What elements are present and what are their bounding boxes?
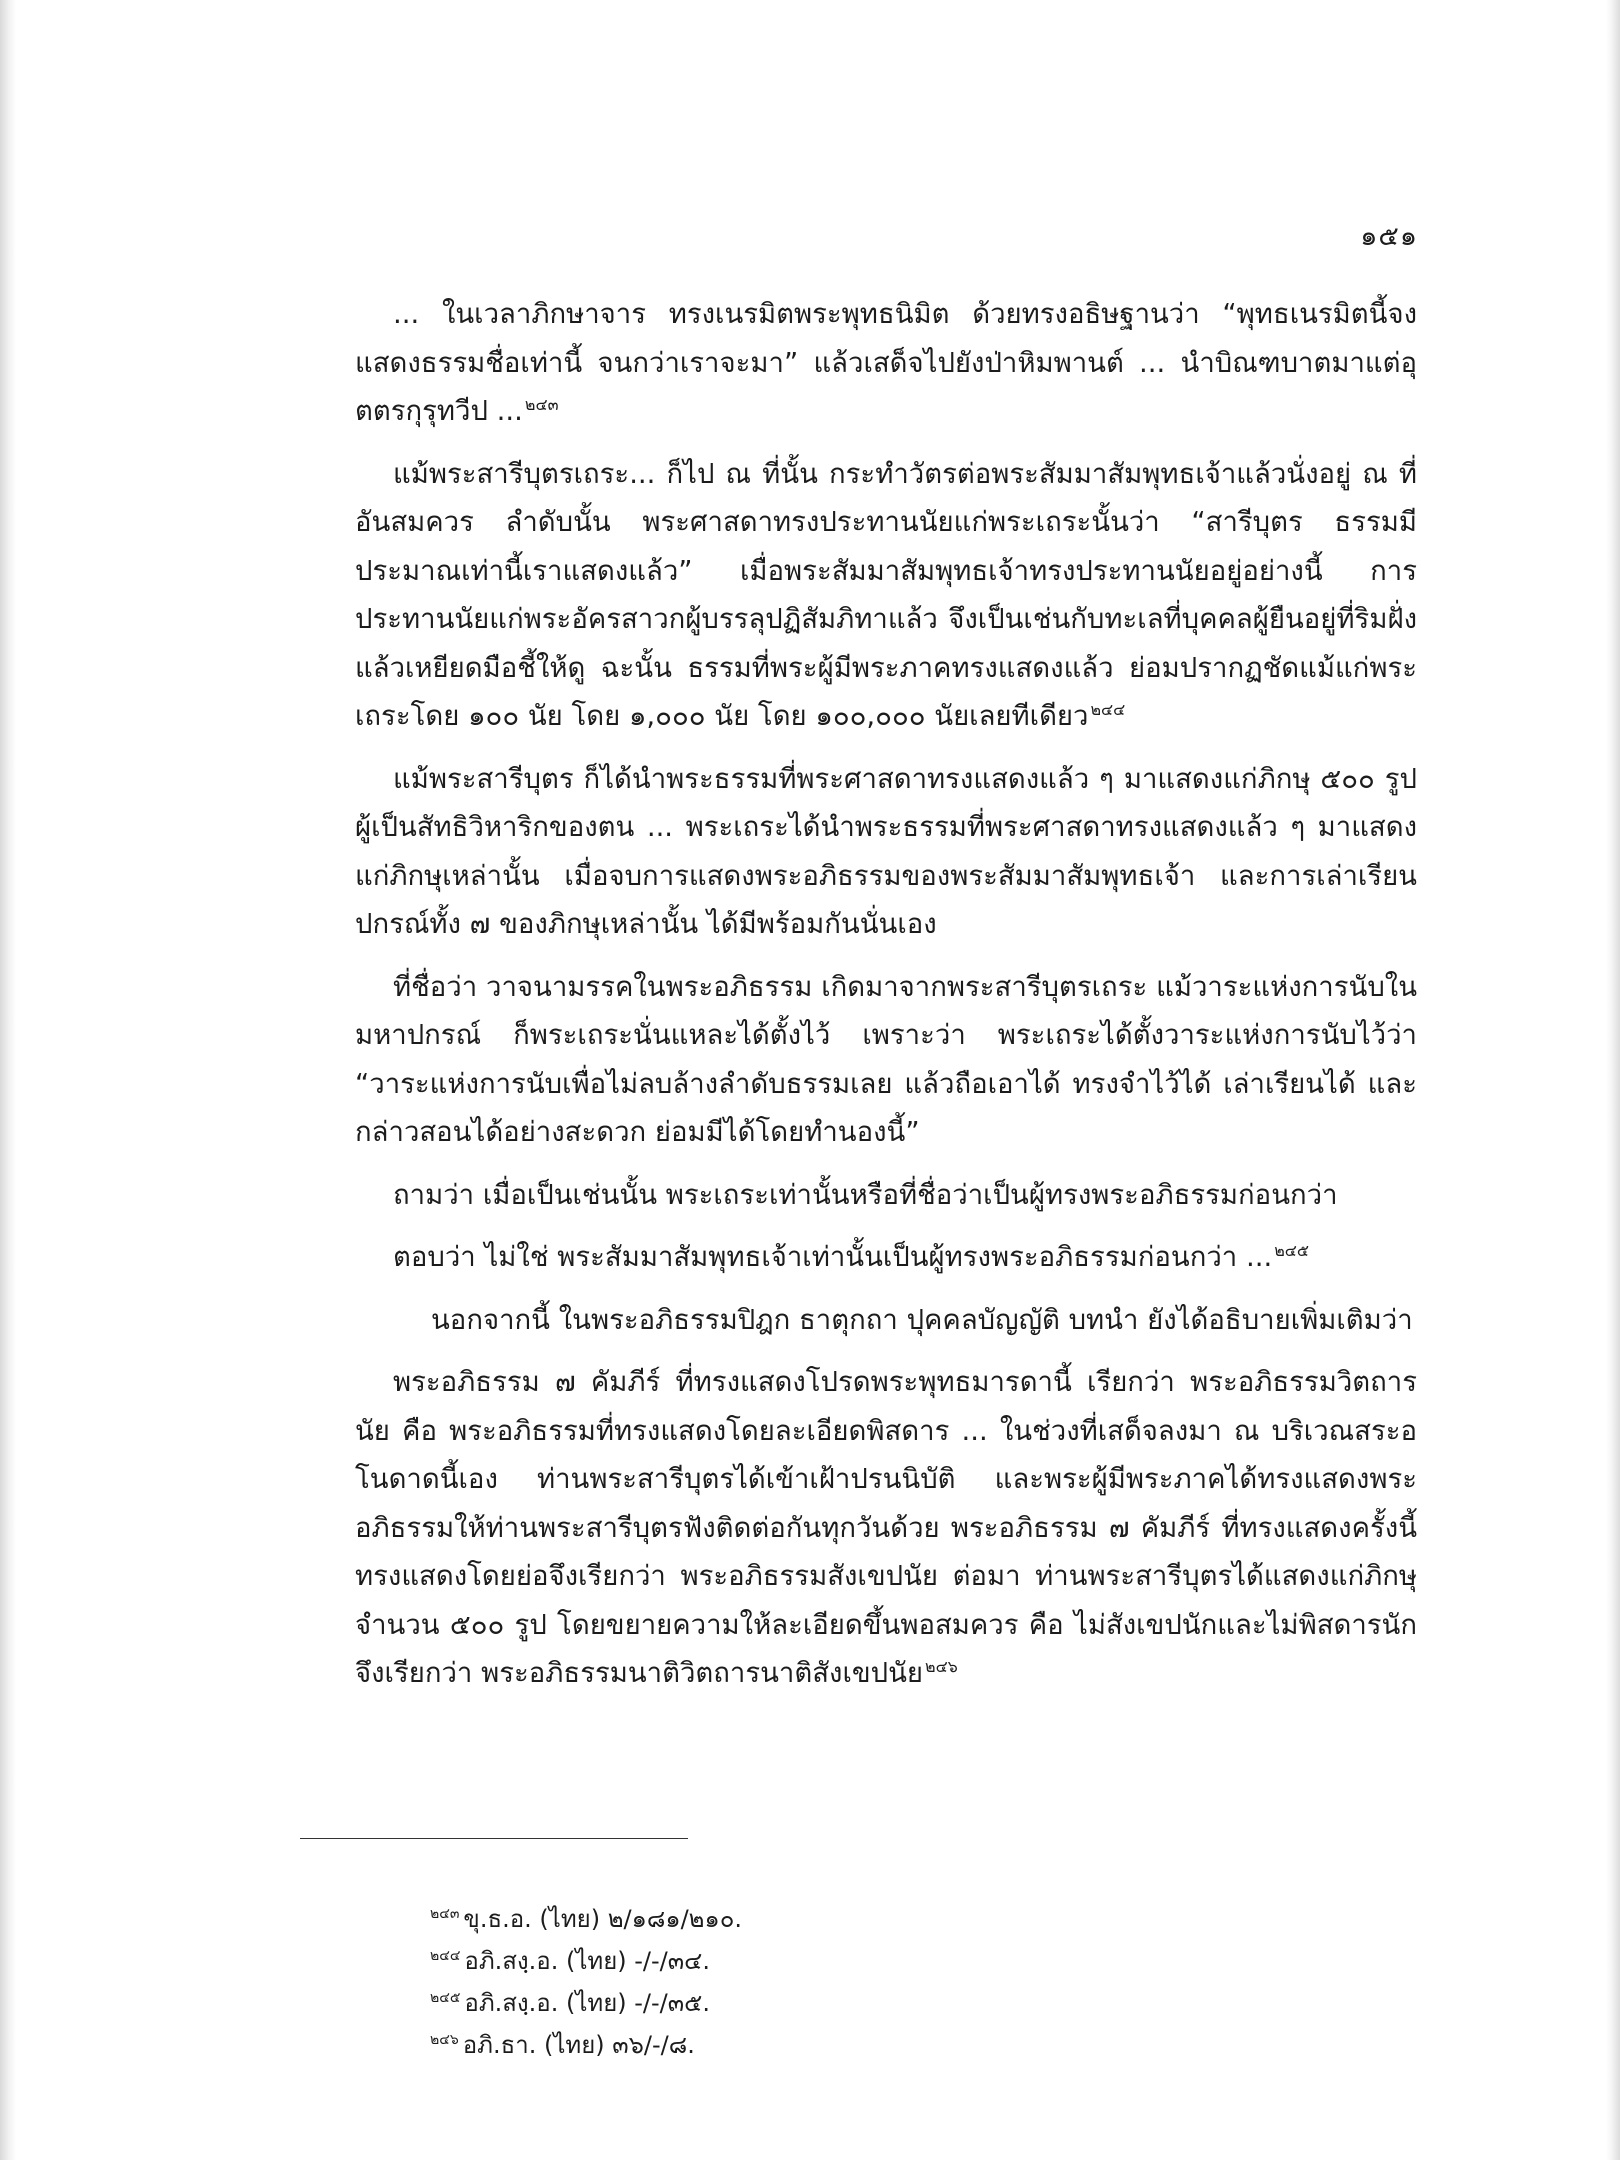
page-number: ๑๕๑ (1360, 221, 1418, 252)
footnote-ref: ๒๔๓ (524, 394, 559, 414)
paragraph (355, 1358, 1417, 1698)
paragraph (355, 755, 1417, 949)
paragraph (355, 1233, 1417, 1282)
footnote (430, 1940, 1130, 1982)
footnote (430, 1898, 1130, 1940)
footnote (430, 2024, 1130, 2066)
paragraph-text: ถามว่า เมื่อเป็นเช่นนั้น พระเถระเท่านั้นหรือที่ชื่อว่าเป็นผู้ทรงพระอภิธรรมก่อนกว่า (393, 1178, 1338, 1211)
footnotes (430, 1898, 1130, 2066)
paragraph-text: พระอภิธรรม ๗ คัมภีร์ ที่ทรงแสดงโปรดพระพุทธมารดานี้ เรียกว่า พระอภิธรรมวิตถารนัย คือ พระอภิธรรมที่ทรงแสดงโดยละเอียดพิสดาร ... ในช่วงที่เสด็จลงมา ณ บริเวณสระอโนดาดนี้เอง ท่านพระสารีบุตรได้เข้าเฝ้าปรนนิบัติ และพระผู้มีพระภาคได้ทรงแสดงพระอภิธรรมให้ท่านพระสารีบุตรฟังติดต่อกันทุกวันด้วย พระอภิธรรม ๗ คัมภีร์ ที่ทรงแสดงครั้งนี้ ทรงแสดงโดยย่อจึงเรียกว่า พระอภิธรรมสังเขปนัย ต่อมา ท่านพระสารีบุตรได้แสดงแก่ภิกษุจำนวน ๕๐๐ รูป โดยขยายความให้ละเอียดขึ้นพอสมควร คือ ไม่สังเขปนักและไม่พิสดารนัก จึงเรียกว่า พระอภิธรรมนาติวิตถารนาติสังเขปนัย (355, 1366, 1417, 1689)
footnote (430, 1982, 1130, 2024)
footnote-text: อภิ.ธา. (ไทย) ๓๖/-/๘. (462, 2031, 695, 2059)
footnote-text: อภิ.สงฺ.อ. (ไทย) -/-/๓๕. (464, 1989, 710, 2017)
page-edge-right (1606, 0, 1620, 2160)
paragraph-text: แม้พระสารีบุตร ก็ได้นำพระธรรมที่พระศาสดาทรงแสดงแล้ว ๆ มาแสดงแก่ภิกษุ ๕๐๐ รูป ผู้เป็นสัทธิวิหาริกของตน ... พระเถระได้นำพระธรรมที่พระศาสดาทรงแสดงแล้ว ๆ มาแสดงแก่ภิกษุเหล่านั้น เมื่อจบการแสดงพระอภิธรรมของพระสัมมาสัมพุทธเจ้า และการเล่าเรียนปกรณ์ทั้ง ๗ ของภิกษุเหล่านั้น ได้มีพร้อมกันนั่นเอง (355, 762, 1417, 940)
paragraph-text: นอกจากนี้ ในพระอภิธรรมปิฎก ธาตุกถา ปุคคลบัญญัติ บทนำ ยังได้อธิบายเพิ่มเติมว่า (431, 1303, 1413, 1336)
paragraph-text: แม้พระสารีบุตรเถระ... ก็ไป ณ ที่นั้น กระทำวัตรต่อพระสัมมาสัมพุทธเจ้าแล้วนั่งอยู่ ณ ที่อันสมควร ลำดับนั้น พระศาสดาทรงประทานนัยแก่พระเถระนั้นว่า “สารีบุตร ธรรมมีประมาณเท่านี้เราแสดงแล้ว” เมื่อพระสัมมาสัมพุทธเจ้าทรงประทานนัยอยู่อย่างนี้ การประทานนัยแก่พระอัครสาวกผู้บรรลุปฏิสัมภิทาแล้ว จึงเป็นเช่นกับทะเลที่บุคคลผู้ยืนอยู่ที่ริมฝั่ง แล้วเหยียดมือชี้ให้ดู ฉะนั้น ธรรมที่พระผู้มีพระภาคทรงแสดงแล้ว ย่อมปรากฏชัดแม้แก่พระเถระโดย ๑๐๐ นัย โดย ๑,๐๐๐ นัย โดย ๑๐๐,๐๐๐ นัยเลยทีเดียว (355, 457, 1417, 732)
footnote-number: ๒๔๔ (430, 1948, 461, 1964)
paragraph-text: ตอบว่า ไม่ใช่ พระสัมมาสัมพุทธเจ้าเท่านั้นเป็นผู้ทรงพระอภิธรรมก่อนกว่า ... (393, 1241, 1273, 1273)
footnote-text: อภิ.สงฺ.อ. (ไทย) -/-/๓๔. (464, 1947, 710, 1975)
footnote-number: ๒๔๓ (430, 1906, 460, 1922)
paragraph-text: ที่ชื่อว่า วาจนามรรคในพระอภิธรรม เกิดมาจากพระสารีบุตรเถระ แม้วาระแห่งการนับในมหาปกรณ์ ก็พระเถระนั่นแหละได้ตั้งไว้ เพราะว่า พระเถระได้ตั้งวาระแห่งการนับไว้ว่า “วาระแห่งการนับเพื่อไม่ลบล้างลำดับธรรมเลย แล้วถือเอาได้ ทรงจำไว้ได้ เล่าเรียนได้ และกล่าวสอนได้อย่างสะดวก ย่อมมีได้โดยทำนองนี้” (355, 970, 1417, 1148)
page-edge-left (0, 0, 16, 2160)
paragraph (355, 290, 1417, 436)
footnote-number: ๒๔๖ (430, 2032, 459, 2048)
footnote-ref: ๒๔๔ (1090, 699, 1126, 719)
paragraph (355, 1171, 1417, 1220)
body-text (355, 290, 1417, 1712)
footnote-text: ขุ.ธ.อ. (ไทย) ๒/๑๘๑/๒๑๐. (463, 1905, 743, 1933)
paragraph (355, 450, 1417, 741)
footnote-separator (300, 1838, 688, 1839)
paragraph (355, 1296, 1417, 1345)
footnote-number: ๒๔๕ (430, 1990, 461, 2006)
footnote-ref: ๒๔๖ (925, 1656, 958, 1676)
footnote-ref: ๒๔๕ (1274, 1240, 1309, 1260)
paragraph-text: ... ในเวลาภิกษาจาร ทรงเนรมิตพระพุทธนิมิต ด้วยทรงอธิษฐานว่า “พุทธเนรมิตนี้จงแสดงธรรมชื่อเท่านี้ จนกว่าเราจะมา” แล้วเสด็จไปยังป่าหิมพานต์ ... นำบิณฑบาตมาแต่อุตตรกุรุทวีป ... (355, 298, 1417, 427)
paragraph (355, 963, 1417, 1157)
